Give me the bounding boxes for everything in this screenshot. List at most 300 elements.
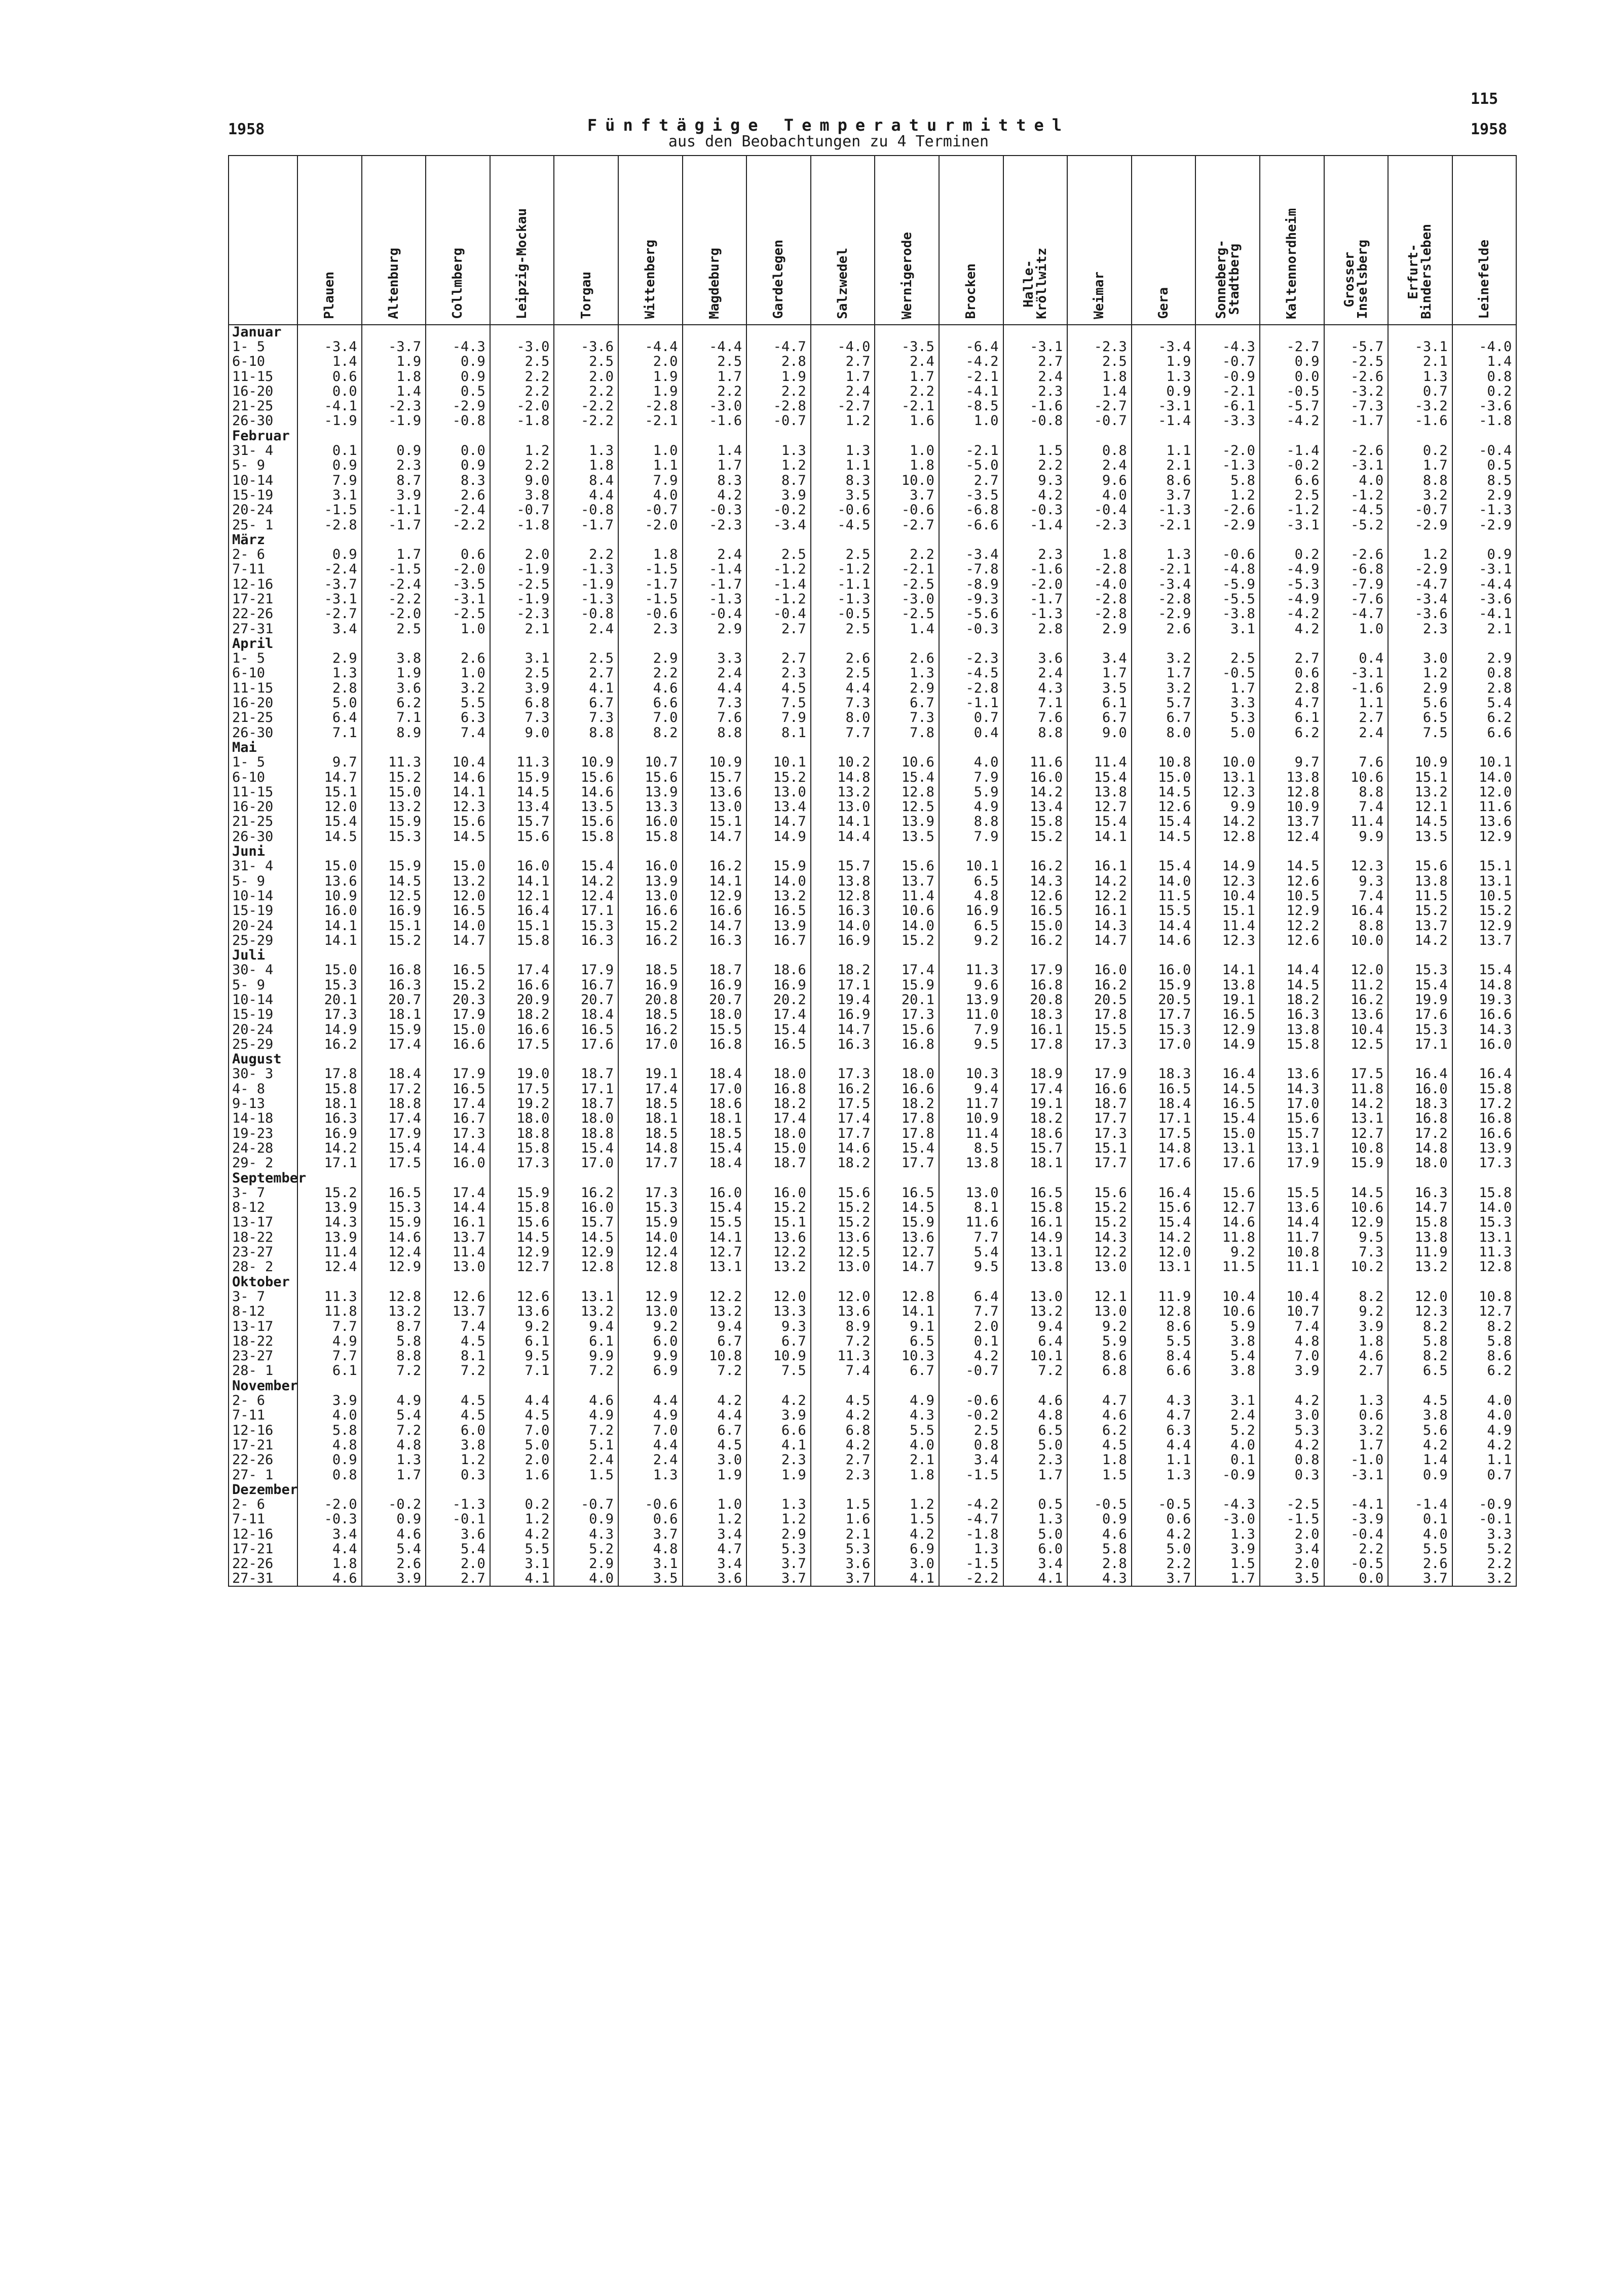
temperature-cell: -2.7 [811,399,875,413]
temperature-cell: 17.5 [362,1156,426,1171]
temperature-cell: 17.3 [426,1126,490,1141]
temperature-cell: 15.8 [1003,1201,1068,1215]
temperature-cell: 2.3 [811,1468,875,1482]
period-label: 21-25 [229,711,297,725]
empty-cell [1260,1379,1324,1393]
temperature-cell: 20.3 [426,992,490,1007]
temperature-cell: 12.9 [683,889,747,903]
temperature-cell: 13.1 [1260,1141,1324,1156]
temperature-cell: 7.7 [939,1305,1003,1319]
temperature-cell: 15.9 [618,1215,683,1230]
temperature-cell: 14.4 [426,1201,490,1215]
temperature-cell: 1.7 [1388,458,1452,473]
temperature-cell: 16.0 [618,859,683,874]
temperature-cell: 6.1 [490,1334,554,1349]
temperature-cell: 3.7 [618,1527,683,1542]
temperature-cell: 13.6 [297,874,362,889]
empty-cell [1067,948,1132,963]
temperature-cell: 7.1 [1003,696,1068,710]
temperature-cell: 16.5 [426,1082,490,1096]
temperature-cell: 1.0 [939,414,1003,429]
temperature-cell: -7.8 [939,562,1003,577]
temperature-cell: -8.9 [939,577,1003,592]
temperature-cell: 14.1 [426,785,490,799]
temperature-cell: 0.9 [426,355,490,369]
temperature-cell: 16.6 [1452,1008,1517,1022]
temperature-cell: 2.3 [362,458,426,473]
temperature-cell: 14.6 [1195,1215,1260,1230]
temperature-cell: 4.8 [297,1438,362,1452]
temperature-cell: 15.3 [1132,1022,1196,1037]
table-row [229,1527,1516,1542]
temperature-cell: 14.7 [1067,933,1132,948]
temperature-cell: 15.5 [683,1215,747,1230]
table-row [229,652,1516,666]
empty-cell [1452,1482,1517,1497]
temperature-cell: 13.8 [1388,1230,1452,1245]
empty-cell [1324,1275,1389,1289]
temperature-cell: -7.3 [1324,399,1389,413]
temperature-cell: 12.9 [1260,904,1324,919]
table-row [229,933,1516,948]
temperature-cell: 4.0 [1324,473,1389,488]
table-row [229,829,1516,844]
temperature-cell: 13.2 [1003,1305,1068,1319]
empty-cell [490,1171,554,1185]
temperature-cell: 3.1 [297,488,362,503]
temperature-cell: 1.2 [426,1453,490,1468]
station-header [939,156,1003,325]
empty-cell [1324,636,1389,651]
temperature-cell: 5.7 [1132,696,1196,710]
temperature-cell: 14.5 [490,785,554,799]
period-label: 6-10 [229,355,297,369]
temperature-cell: -6.8 [1324,562,1389,577]
temperature-cell: 4.8 [362,1438,426,1452]
temperature-cell: 1.8 [1067,547,1132,562]
temperature-cell: 13.0 [426,1260,490,1275]
temperature-cell: -0.6 [1195,547,1260,562]
period-label: 28- 1 [229,1364,297,1379]
period-label: 15-19 [229,904,297,919]
temperature-cell: 13.6 [746,1230,811,1245]
period-label: 23-27 [229,1349,297,1363]
temperature-cell: 13.1 [1452,1230,1517,1245]
temperature-cell: -2.0 [490,399,554,413]
empty-cell [1452,532,1517,547]
temperature-cell: 12.6 [1260,874,1324,889]
temperature-cell: 5.5 [875,1423,939,1438]
temperature-cell: 1.2 [490,1512,554,1527]
temperature-cell: 15.8 [490,1201,554,1215]
temperature-cell: 17.0 [618,1037,683,1052]
temperature-cell: 1.8 [1067,369,1132,384]
empty-cell [1388,1275,1452,1289]
temperature-cell: 5.3 [811,1542,875,1556]
temperature-cell: 6.7 [683,1334,747,1349]
period-label: 2- 6 [229,1393,297,1408]
temperature-cell: 10.9 [683,755,747,770]
temperature-cell: -2.1 [875,399,939,413]
temperature-cell: 15.3 [1388,963,1452,978]
temperature-cell: 6.7 [1067,711,1132,725]
temperature-cell: 0.2 [1452,384,1517,399]
temperature-cell: 4.7 [1132,1408,1196,1423]
temperature-cell: 3.4 [1067,652,1132,666]
temperature-cell: -2.5 [875,607,939,622]
temperature-cell: 11.2 [1324,978,1389,992]
temperature-cell: 13.2 [554,1305,618,1319]
temperature-cell: 10.9 [1388,755,1452,770]
temperature-cell: 6.6 [618,696,683,710]
temperature-cell: 2.2 [490,369,554,384]
temperature-cell: 3.4 [1003,1557,1068,1572]
empty-cell [1260,844,1324,859]
temperature-cell: 20.2 [746,992,811,1007]
empty-cell [297,636,362,651]
temperature-cell: 3.6 [811,1557,875,1572]
empty-cell [554,1171,618,1185]
temperature-cell: -1.7 [554,518,618,532]
temperature-cell: 15.9 [875,978,939,992]
empty-cell [811,1379,875,1393]
month-row [229,1275,1516,1289]
temperature-cell: 17.8 [1067,1008,1132,1022]
temperature-cell: 17.4 [1003,1082,1068,1096]
temperature-cell: 4.4 [554,488,618,503]
temperature-cell: 4.5 [426,1408,490,1423]
temperature-cell: 0.7 [1388,384,1452,399]
temperature-cell: 18.0 [875,1067,939,1082]
temperature-cell: 2.5 [1195,652,1260,666]
temperature-cell: 15.2 [297,1185,362,1200]
temperature-cell: -1.7 [1003,592,1068,606]
temperature-cell: 12.2 [1067,889,1132,903]
temperature-cell: 14.0 [1132,874,1196,889]
period-label: 25- 1 [229,518,297,532]
temperature-cell: 5.0 [1195,725,1260,740]
temperature-cell: 16.2 [683,859,747,874]
temperature-cell: -3.4 [1132,577,1196,592]
temperature-cell: 18.1 [297,1096,362,1111]
empty-cell [683,325,747,339]
temperature-cell: 8.8 [362,1349,426,1363]
month-row [229,948,1516,963]
temperature-cell: 8.6 [1132,1319,1196,1334]
temperature-cell: 15.3 [362,1201,426,1215]
temperature-cell: 4.4 [618,1438,683,1452]
temperature-cell: 17.3 [875,1008,939,1022]
empty-cell [490,429,554,443]
table-row [229,1112,1516,1126]
empty-cell [1067,1275,1132,1289]
temperature-cell: 3.1 [618,1557,683,1572]
temperature-cell: 13.5 [554,800,618,815]
temperature-cell: 15.4 [1067,815,1132,829]
temperature-cell: 10.0 [1195,755,1260,770]
temperature-cell: 12.2 [1260,919,1324,933]
temperature-cell: 7.9 [297,473,362,488]
temperature-cell: 4.6 [1324,1349,1389,1363]
temperature-cell: -3.4 [1388,592,1452,606]
temperature-cell: 0.7 [939,711,1003,725]
temperature-cell: 1.0 [426,666,490,681]
empty-cell [362,1052,426,1067]
temperature-cell: 1.4 [1388,1453,1452,1468]
temperature-cell: -4.7 [1324,607,1389,622]
temperature-cell: 14.5 [1388,815,1452,829]
temperature-cell: 13.9 [875,815,939,829]
temperature-cell: 16.0 [490,859,554,874]
empty-cell [1195,844,1260,859]
empty-cell [1132,1052,1196,1067]
station-name: Wernigerode [899,232,915,319]
empty-cell [426,429,490,443]
temperature-cell: 9.5 [490,1349,554,1363]
empty-cell [297,1482,362,1497]
temperature-cell: 14.8 [811,770,875,785]
temperature-cell: 2.3 [746,1453,811,1468]
temperature-cell: 4.9 [875,1393,939,1408]
temperature-cell: -2.2 [362,592,426,606]
temperature-cell: -0.3 [939,622,1003,636]
table-row [229,725,1516,740]
table-row [229,339,1516,354]
temperature-cell: 14.7 [746,815,811,829]
temperature-cell: 1.3 [297,666,362,681]
temperature-cell: -2.5 [875,577,939,592]
temperature-cell: -2.8 [618,399,683,413]
temperature-cell: -0.7 [1195,355,1260,369]
temperature-cell: 1.3 [1195,1527,1260,1542]
temperature-cell: 16.5 [1195,1096,1260,1111]
temperature-cell: -1.6 [1388,414,1452,429]
temperature-cell: -4.7 [939,1512,1003,1527]
temperature-cell: 4.1 [490,1572,554,1586]
period-label: 5- 9 [229,874,297,889]
temperature-cell: 15.4 [1452,963,1517,978]
temperature-cell: 9.4 [1003,1319,1068,1334]
temperature-cell: 2.1 [875,1453,939,1468]
temperature-cell: 13.4 [490,800,554,815]
table-row [229,1141,1516,1156]
temperature-cell: 3.9 [1324,1319,1389,1334]
temperature-cell: 1.2 [746,458,811,473]
temperature-cell: 14.0 [1452,770,1517,785]
empty-cell [1195,1171,1260,1185]
temperature-cell: 3.1 [1195,1393,1260,1408]
temperature-cell: 15.2 [1067,1215,1132,1230]
temperature-cell: 4.3 [1003,681,1068,696]
temperature-cell: 11.1 [1260,1260,1324,1275]
temperature-cell: 1.7 [1195,1572,1260,1586]
empty-cell [1260,636,1324,651]
temperature-cell: 4.6 [362,1527,426,1542]
temperature-cell: 4.2 [683,488,747,503]
temperature-cell: 7.9 [939,829,1003,844]
temperature-cell: 14.4 [1260,963,1324,978]
temperature-cell: 6.9 [618,1364,683,1379]
empty-cell [939,1482,1003,1497]
temperature-cell: 8.9 [811,1319,875,1334]
month-label: August [229,1052,297,1067]
temperature-cell: 11.4 [875,889,939,903]
period-label: 29- 2 [229,1156,297,1171]
temperature-cell: 2.2 [746,384,811,399]
temperature-cell: -2.9 [1452,518,1517,532]
temperature-cell: -3.4 [939,547,1003,562]
temperature-cell: 15.1 [1067,1141,1132,1156]
temperature-cell: 6.1 [554,1334,618,1349]
temperature-cell: 4.2 [1260,1393,1324,1408]
temperature-cell: 1.6 [875,414,939,429]
temperature-cell: 0.9 [1452,547,1517,562]
station-name: Gardelegen [771,240,786,319]
temperature-cell: 1.5 [875,1512,939,1527]
temperature-cell: -4.3 [426,339,490,354]
empty-cell [618,844,683,859]
temperature-cell: 16.5 [426,904,490,919]
temperature-cell: 2.9 [554,1557,618,1572]
temperature-cell: -3.1 [1324,458,1389,473]
temperature-cell: 14.2 [1003,785,1068,799]
temperature-cell: 20.7 [683,992,747,1007]
empty-cell [1003,1171,1068,1185]
empty-cell [1324,1379,1389,1393]
temperature-cell: 16.1 [1003,1022,1068,1037]
temperature-cell: 15.2 [1003,829,1068,844]
temperature-cell: 9.7 [1260,755,1324,770]
temperature-cell: 4.7 [1260,696,1324,710]
temperature-cell: 12.5 [811,1245,875,1259]
table-row [229,992,1516,1007]
temperature-cell: 0.9 [362,1512,426,1527]
temperature-cell: 5.6 [1388,696,1452,710]
temperature-cell: -1.1 [362,503,426,518]
temperature-cell: 13.6 [1260,1067,1324,1082]
station-name: Torgau [578,272,594,319]
temperature-cell: 4.7 [1067,1393,1132,1408]
temperature-cell: 15.6 [1388,859,1452,874]
temperature-cell: 17.7 [811,1126,875,1141]
temperature-cell: 0.6 [426,547,490,562]
temperature-cell: 5.4 [1195,1349,1260,1363]
temperature-cell: -2.1 [939,443,1003,458]
temperature-cell: 15.2 [1067,1201,1132,1215]
temperature-cell: 3.4 [683,1527,747,1542]
temperature-cell: 13.9 [297,1201,362,1215]
temperature-cell: 5.9 [1195,1319,1260,1334]
empty-cell [554,1275,618,1289]
temperature-cell: 18.2 [1260,992,1324,1007]
temperature-cell: 12.3 [1195,874,1260,889]
temperature-cell: 2.9 [683,622,747,636]
temperature-cell: 7.2 [683,1364,747,1379]
temperature-cell: 1.9 [362,355,426,369]
temperature-cell: 5.1 [554,1438,618,1452]
temperature-cell: 15.9 [1324,1156,1389,1171]
table-row [229,622,1516,636]
temperature-cell: 11.6 [1452,800,1517,815]
temperature-cell: 17.6 [1388,1008,1452,1022]
temperature-cell: 15.6 [811,1185,875,1200]
temperature-cell: 1.1 [811,458,875,473]
empty-cell [683,1052,747,1067]
temperature-cell: 2.9 [618,652,683,666]
temperature-cell: 8.8 [1388,473,1452,488]
temperature-cell: 16.8 [1003,978,1068,992]
empty-cell [554,429,618,443]
empty-cell [1260,1482,1324,1497]
temperature-cell: 2.7 [554,666,618,681]
temperature-cell: 4.4 [490,1393,554,1408]
empty-cell [683,844,747,859]
temperature-cell: 19.1 [618,1067,683,1082]
empty-cell [939,1171,1003,1185]
temperature-cell: 6.4 [939,1289,1003,1304]
temperature-cell: 2.5 [490,666,554,681]
temperature-cell: 3.6 [426,1527,490,1542]
temperature-cell: 16.8 [746,1082,811,1096]
temperature-cell: 1.1 [618,458,683,473]
temperature-cell: -3.1 [1388,339,1452,354]
period-label: 8-12 [229,1305,297,1319]
temperature-cell: 17.7 [875,1156,939,1171]
temperature-cell: 13.1 [1195,770,1260,785]
temperature-cell: 4.1 [554,681,618,696]
temperature-cell: 9.0 [1067,725,1132,740]
temperature-cell: 17.9 [1003,963,1068,978]
temperature-cell: 15.4 [362,1141,426,1156]
temperature-cell: 0.4 [1324,652,1389,666]
empty-cell [297,325,362,339]
temperature-cell: 12.7 [1067,800,1132,815]
temperature-cell: 4.2 [1003,488,1068,503]
temperature-cell: 6.7 [683,1423,747,1438]
temperature-cell: 9.2 [939,933,1003,948]
temperature-cell: 15.2 [426,978,490,992]
temperature-cell: 13.8 [811,874,875,889]
period-label: 22-26 [229,1557,297,1572]
temperature-cell: 8.2 [1388,1319,1452,1334]
temperature-cell: 14.1 [875,1305,939,1319]
empty-cell [939,636,1003,651]
temperature-cell: 18.6 [683,1096,747,1111]
table-row [229,607,1516,622]
temperature-cell: 17.8 [875,1112,939,1126]
temperature-cell: -1.5 [939,1468,1003,1482]
temperature-cell: 18.3 [1132,1067,1196,1082]
table-row [229,1334,1516,1349]
temperature-cell: 2.2 [1324,1542,1389,1556]
temperature-cell: 2.4 [1067,458,1132,473]
temperature-cell: 1.3 [811,443,875,458]
temperature-cell: 7.3 [875,711,939,725]
temperature-cell: -3.1 [1324,1468,1389,1482]
temperature-cell: 11.4 [939,1126,1003,1141]
empty-cell [1132,325,1196,339]
temperature-cell: 2.9 [1067,622,1132,636]
temperature-cell: -6.8 [939,503,1003,518]
temperature-cell: 14.3 [1452,1022,1517,1037]
temperature-cell: 11.7 [939,1096,1003,1111]
temperature-cell: 0.6 [1324,1408,1389,1423]
temperature-cell: 3.5 [1067,681,1132,696]
temperature-cell: 0.7 [1452,1468,1517,1482]
empty-cell [618,429,683,443]
month-label: September [229,1171,297,1185]
temperature-cell: -4.3 [1195,339,1260,354]
